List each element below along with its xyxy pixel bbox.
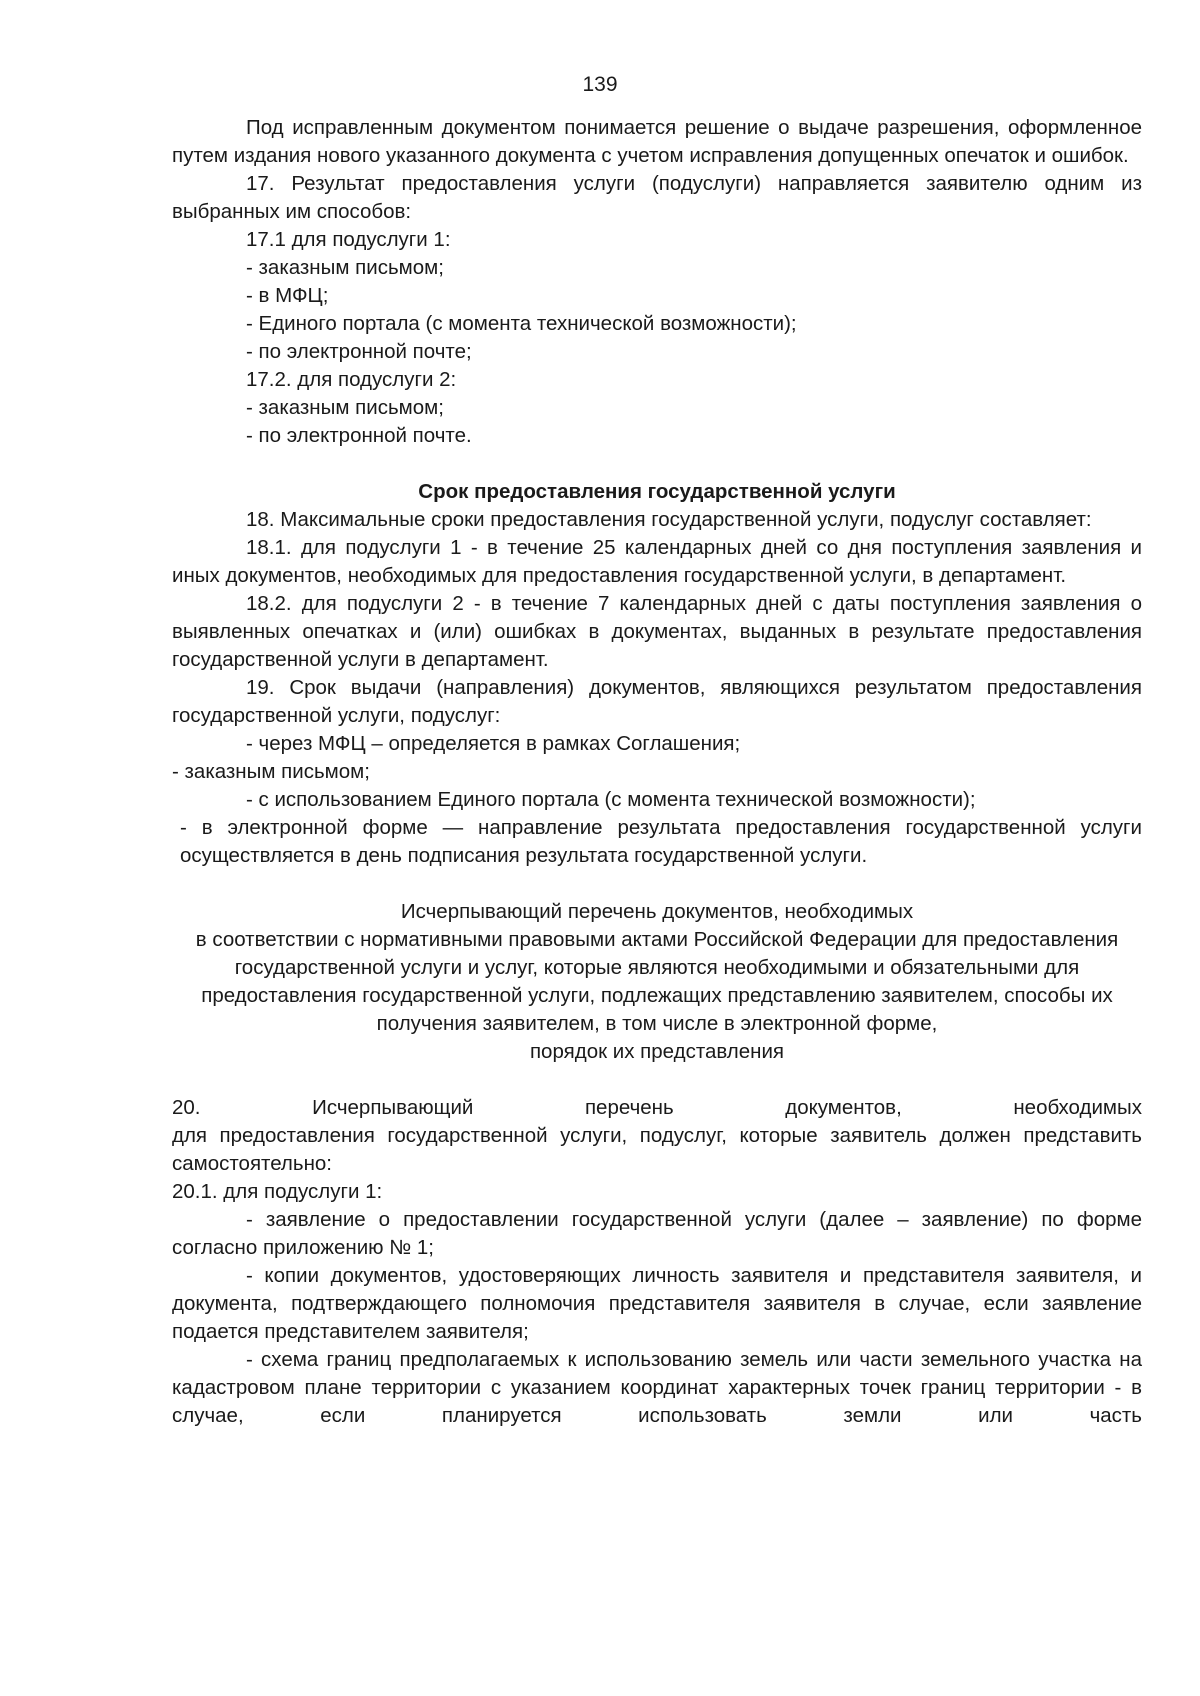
page-number: 139	[582, 73, 618, 96]
list-item: - схема границ предполагаемых к использованию земель или части земельного участка на кадастровом плане территории с указанием координат характерных точек границ территории - в случае, если планируется использовать земли или часть	[172, 1348, 1142, 1427]
document-body	[172, 114, 1142, 1430]
list-item: - в МФЦ;	[246, 284, 329, 307]
list-item: - с использованием Единого портала (с момента технической возможности);	[246, 788, 976, 811]
section-heading-documents	[172, 898, 1142, 1066]
paragraph-17-2: 17.2. для подуслуги 2:	[246, 368, 457, 391]
paragraph-18-1: 18.1. для подуслуги 1 - в течение 25 календарных дней со дня поступления заявления и иных документов, необходимых для предоставления государственной услуги, в департамент.	[172, 536, 1142, 587]
list-item: - копии документов, удостоверяющих личность заявителя и представителя заявителя, и документа, подтверждающего полномочия представителя заявителя в случае, если заявление подается представителем заявителя;	[172, 1264, 1142, 1343]
paragraph-18-2: 18.2. для подуслуги 2 - в течение 7 календарных дней с даты поступления заявления о выявленных опечатках и (или) ошибках в документах, выданных в результате предоставления государственной услуги в департамент.	[172, 592, 1142, 671]
section-heading-term: Срок предоставления государственной услуги	[418, 480, 896, 503]
heading-line: Исчерпывающий перечень документов, необходимых	[400, 900, 914, 923]
heading-line: порядок их представления	[529, 1040, 785, 1063]
paragraph-20-rest: для предоставления государственной услуги, подуслуг, которые заявитель должен представить самостоятельно:	[172, 1124, 1142, 1175]
list-item: - по электронной почте;	[246, 340, 472, 363]
paragraph-20-1: 20.1. для подуслуги 1:	[172, 1180, 383, 1203]
paragraph-19: 19. Срок выдачи (направления) документов, являющихся результатом предоставления государственной услуги, подуслуг:	[172, 676, 1142, 727]
paragraph-20-first-line: 20. Исчерпывающий перечень документов, необходимых	[172, 1096, 1142, 1119]
list-item: - заказным письмом;	[246, 396, 444, 419]
paragraph-17: 17. Результат предоставления услуги (подуслуги) направляется заявителю одним из выбранных им способов:	[172, 172, 1142, 223]
paragraph-corrected-document: Под исправленным документом понимается решение о выдаче разрешения, оформленное путем издания нового указанного документа с учетом исправления допущенных опечаток и ошибок.	[172, 116, 1142, 167]
list-item: - заявление о предоставлении государственной услуги (далее – заявление) по форме согласно приложению № 1;	[172, 1208, 1142, 1259]
paragraph-18: 18. Максимальные сроки предоставления государственной услуги, подуслуг составляет:	[246, 508, 1092, 531]
list-item: - по электронной почте.	[246, 424, 472, 447]
heading-line: в соответствии с нормативными правовыми актами Российской Федерации для предоставления государственной услуги и услуг, которые являются необходимыми и обязательными для предоставления государственной услуги, подлежащих представлению заявителем, способы их получения заявителем, в том числе в электронной форме,	[195, 928, 1119, 1035]
paragraph-17-1: 17.1 для подуслуги 1:	[246, 228, 451, 251]
list-item: - в электронной форме — направление результата предоставления государственной услуги осуществляется в день подписания результата государственной услуги.	[180, 816, 1142, 867]
list-item: - через МФЦ – определяется в рамках Соглашения;	[246, 732, 741, 755]
list-item: - Единого портала (с момента технической возможности);	[246, 312, 797, 335]
list-item: - заказным письмом;	[246, 256, 444, 279]
list-item: - заказным письмом;	[172, 760, 370, 783]
